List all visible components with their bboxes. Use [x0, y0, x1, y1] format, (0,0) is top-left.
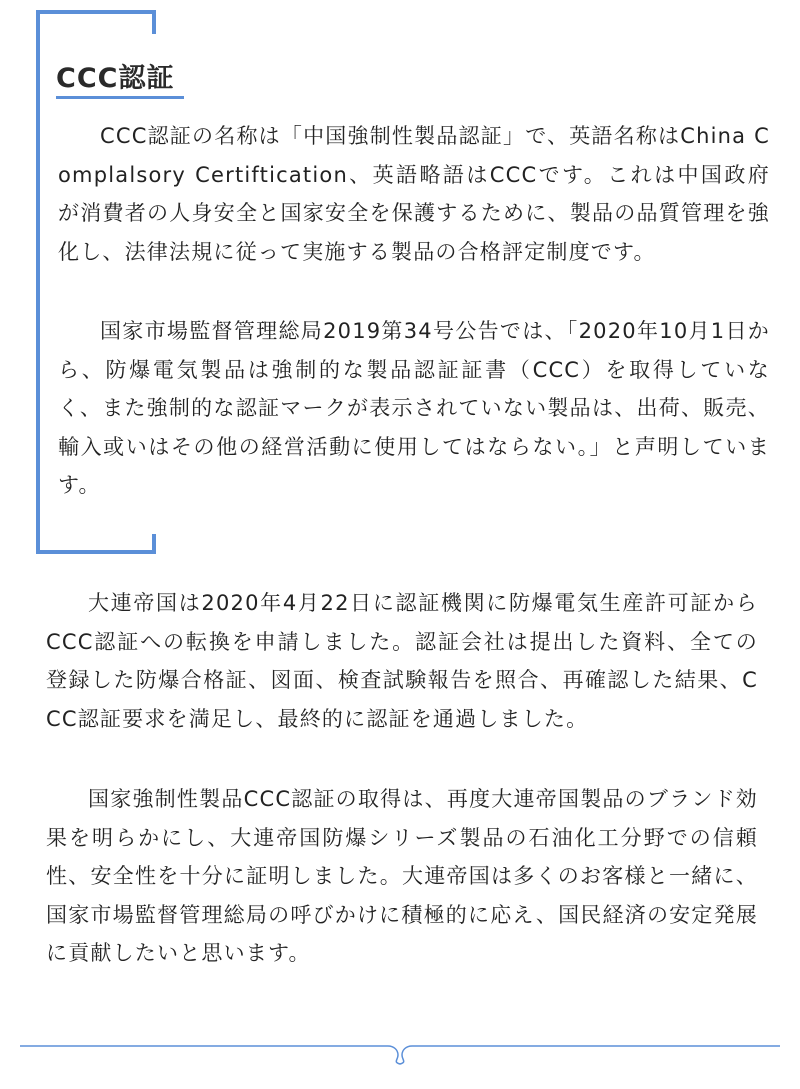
frame-top-tick	[152, 10, 156, 34]
frame-bottom-border	[36, 550, 156, 554]
paragraph-ccc-definition: CCC認証の名称は「中国強制性製品認証」で、英語名称はChina Complalsory Certiftication、英語略語はCCCです。これは中国政府が消費者の人身安全と国家安全を保護するために、製品の品質管理を強化し、法律法規に従って実施する製品の合格評定制度です。	[58, 124, 770, 264]
paragraph-significance: 国家強制性製品CCC認証の取得は、再度大連帝国製品のブランド効果を明らかにし、大連帝国防爆シリーズ製品の石油化工分野での信頼性、安全性を十分に証明しました。大連帝国は多くのお客様と一緒に、国家市場監督管理総局の呼びかけに積極的に応え、国民経済の安定発展に貢献したいと思います。	[46, 787, 758, 965]
section-title-underline	[56, 96, 184, 99]
section-title: CCC認証	[56, 63, 175, 94]
paragraph-announcement: 国家市場監督管理総局2019第34号公告では、「2020年10月1日から、防爆電気製品は強制的な製品認証証書（CCC）を取得していなく、また強制的な認証マークが表示されていない製品は、出荷、販売、輸入或いはその他の経営活動に使用してはならない。」と声明しています。	[58, 319, 770, 497]
divider-ornament-icon	[388, 1046, 412, 1064]
bottom-divider	[0, 1040, 800, 1070]
frame-top-border	[36, 10, 156, 14]
frame-bottom-tick	[152, 534, 156, 554]
frame-left-border	[36, 10, 40, 554]
paragraph-application: 大連帝国は2020年4月22日に認証機関に防爆電気生産許可証からCCC認証への転換を申請しました。認証会社は提出した資料、全ての登録した防爆合格証、図面、検査試験報告を照合、再確認した結果、CCC認証要求を満足し、最終的に認証を通過しました。	[46, 591, 758, 731]
